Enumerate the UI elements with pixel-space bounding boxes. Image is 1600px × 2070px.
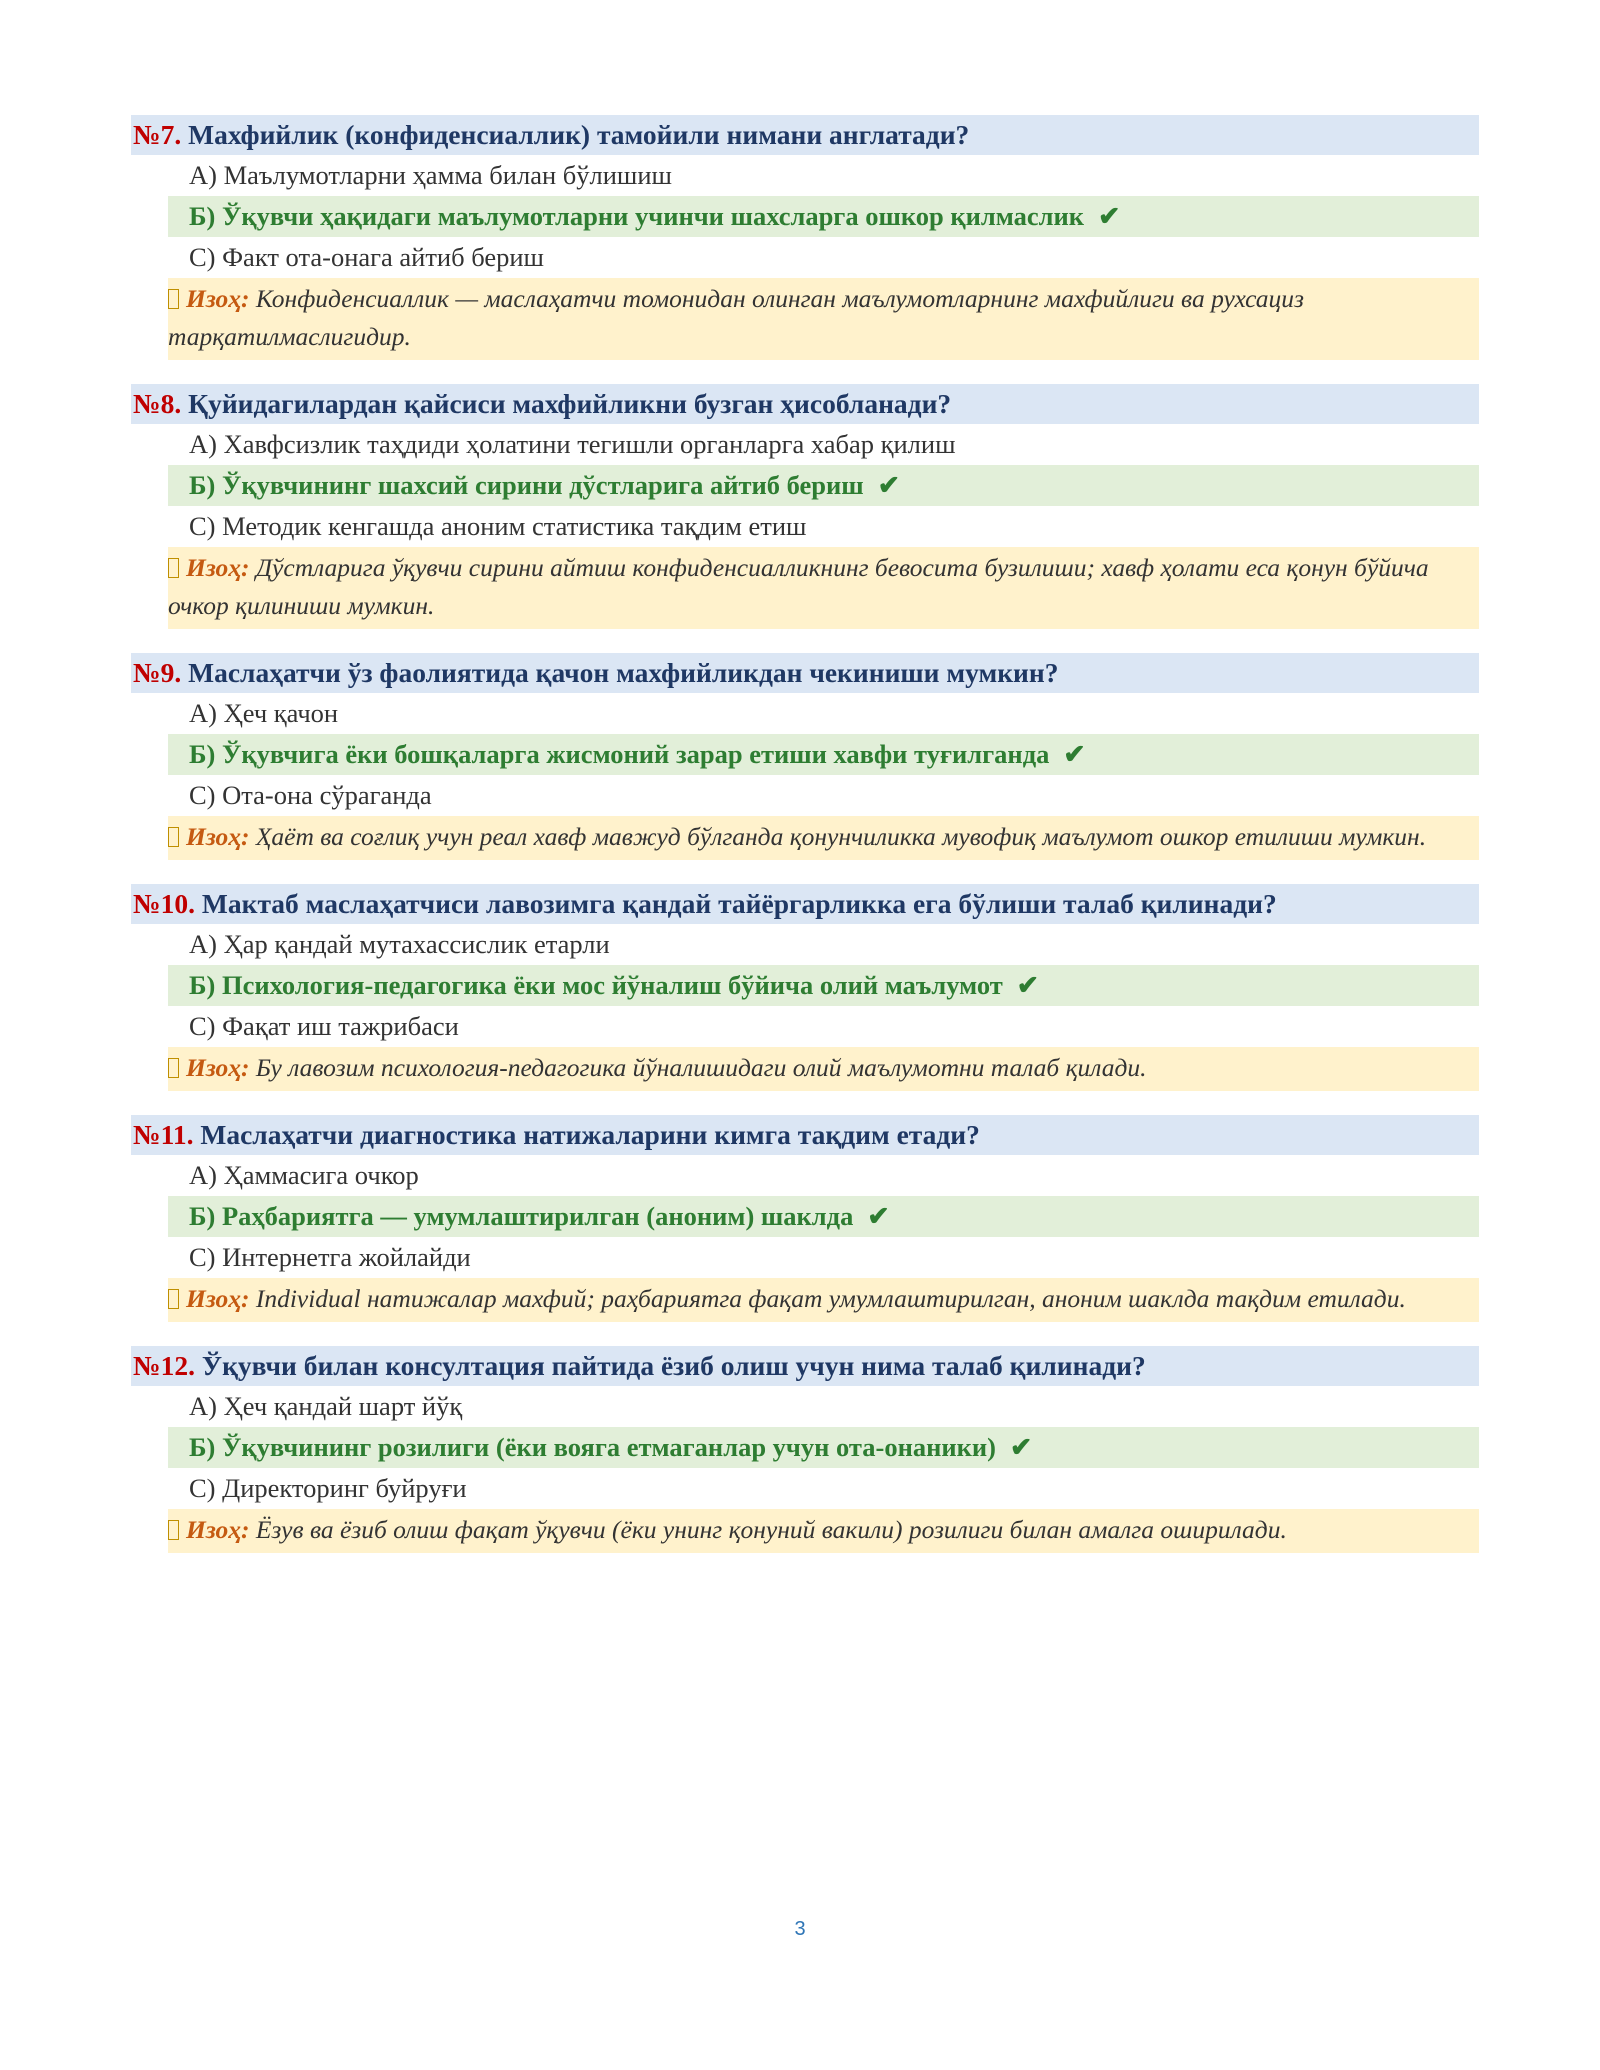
question-block (131, 1115, 1479, 1322)
option-text: Б) Ўқувчининг розилиги (ёки вояга етмаганлар учун ота-онаники) (189, 1432, 997, 1462)
check-mark-icon: ✔ (1098, 201, 1121, 231)
question-text: Маслаҳатчи диагностика натижаларини кимга тақдим етади? (200, 1119, 980, 1150)
option-text: А) Ҳеч қандай шарт йўқ (189, 1391, 463, 1421)
note-label: Изоҳ: (186, 284, 250, 313)
answer-option (131, 155, 1479, 196)
note-text: Individual натижалар махфий; раҳбариятга фақат умумлаштирилган, аноним шаклда тақдим етилади. (255, 1284, 1406, 1313)
answer-option (131, 506, 1479, 547)
answer-option (131, 1237, 1479, 1278)
question-list (131, 115, 1479, 1577)
answer-option (131, 237, 1479, 278)
note-label: Изоҳ: (186, 553, 250, 582)
answer-option (131, 693, 1479, 734)
note-label: Изоҳ: (186, 1053, 250, 1082)
question-number: №7. (133, 119, 182, 150)
option-text: А) Хавфсизлик таҳдиди ҳолатини тегишли органларга хабар қилиш (189, 429, 956, 459)
question-number: №8. (133, 388, 182, 419)
question-text: Мактаб маслаҳатчиси лавозимга қандай тайёргарликка ега бўлиши талаб қилинади? (201, 888, 1277, 919)
question-number: №10. (133, 888, 196, 919)
explanation-note (168, 1509, 1479, 1553)
option-text: Б) Психология-педагогика ёки мос йўналиш бўйича олий маълумот (189, 970, 1003, 1000)
question-number: №12. (133, 1350, 196, 1381)
note-label: Изоҳ: (186, 1515, 250, 1544)
explanation-note (168, 1047, 1479, 1091)
answer-option (131, 1006, 1479, 1047)
option-text: Б) Раҳбариятга — умумлаштирилган (аноним) шаклда (189, 1201, 854, 1231)
note-label: Изоҳ: (186, 822, 250, 851)
note-text: Дўстларига ўқувчи сирини айтиш конфиденсиалликнинг бевосита бузилиши; хавф ҳолати еса қонун бўйича очкор қилиниши мумкин. (168, 553, 1429, 620)
check-mark-icon: ✔ (1010, 1432, 1033, 1462)
option-text: С) Интернетга жойлайди (189, 1242, 471, 1272)
check-mark-icon: ✔ (867, 1201, 890, 1231)
question-title (131, 384, 1479, 424)
answer-option (131, 775, 1479, 816)
note-placeholder-icon (168, 558, 179, 578)
question-title (131, 884, 1479, 924)
option-text: Б) Ўқувчининг шахсий сирини дўстларига айтиб бериш (189, 470, 864, 500)
option-text: С) Факт ота-онага айтиб бериш (189, 242, 544, 272)
note-placeholder-icon (168, 289, 179, 309)
question-text: Қуйидагилардан қайсиси махфийликни бузган ҳисобланади? (188, 388, 952, 419)
check-mark-icon: ✔ (877, 470, 900, 500)
check-mark-icon: ✔ (1016, 970, 1039, 1000)
correct-answer-option (168, 1427, 1479, 1468)
question-title (131, 115, 1479, 155)
question-block (131, 884, 1479, 1091)
question-number: №11. (133, 1119, 194, 1150)
option-text: А) Ҳеч қачон (189, 698, 339, 728)
note-text: Ёзув ва ёзиб олиш фақат ўқувчи (ёки унинг қонуний вакили) розилиги билан амалга оширилади. (255, 1515, 1287, 1544)
note-placeholder-icon (168, 827, 179, 847)
question-block (131, 384, 1479, 629)
correct-answer-option (168, 196, 1479, 237)
option-text: А) Ҳар қандай мутахассислик етарли (189, 929, 610, 959)
explanation-note (168, 278, 1479, 360)
note-placeholder-icon (168, 1520, 179, 1540)
check-mark-icon: ✔ (1063, 739, 1086, 769)
note-placeholder-icon (168, 1289, 179, 1309)
answer-option (131, 1386, 1479, 1427)
option-text: С) Фақат иш тажрибаси (189, 1011, 459, 1041)
question-block (131, 653, 1479, 860)
option-text: С) Директоринг буйруғи (189, 1473, 467, 1503)
question-title (131, 653, 1479, 693)
correct-answer-option (168, 465, 1479, 506)
answer-option (131, 1155, 1479, 1196)
explanation-note (168, 1278, 1479, 1322)
note-text: Конфиденсиаллик — маслаҳатчи томонидан олинган маълумотларнинг махфийлиги ва рухсациз тарқатилмаслигидир. (168, 284, 1305, 351)
option-text: С) Ота-она сўраганда (189, 780, 432, 810)
answer-option (131, 924, 1479, 965)
note-text: Ҳаёт ва соғлиқ учун реал хавф мавжуд бўлганда қонунчиликка мувофиқ маълумот ошкор етилиши мумкин. (255, 822, 1427, 851)
option-text: А) Маълумотларни ҳамма билан бўлишиш (189, 160, 672, 190)
option-text: Б) Ўқувчи ҳақидаги маълумотларни учинчи шахсларга ошкор қилмаслик (189, 201, 1085, 231)
correct-answer-option (168, 965, 1479, 1006)
correct-answer-option (168, 734, 1479, 775)
option-text: Б) Ўқувчига ёки бошқаларга жисмоний зарар етиши хавфи туғилганда (189, 739, 1050, 769)
answer-option (131, 424, 1479, 465)
question-block (131, 1346, 1479, 1553)
explanation-note (168, 816, 1479, 860)
question-number: №9. (133, 657, 182, 688)
question-title (131, 1346, 1479, 1386)
question-text: Ўқувчи билан консултация пайтида ёзиб олиш учун нима талаб қилинади? (201, 1350, 1146, 1381)
note-placeholder-icon (168, 1058, 179, 1078)
question-text: Маслаҳатчи ўз фаолиятида қачон махфийликдан чекиниши мумкин? (188, 657, 1059, 688)
answer-option (131, 1468, 1479, 1509)
page-number: 3 (794, 1918, 806, 1940)
question-text: Махфийлик (конфиденсиаллик) тамойили нимани англатади? (188, 119, 970, 150)
question-block (131, 115, 1479, 360)
note-label: Изоҳ: (186, 1284, 250, 1313)
option-text: А) Ҳаммасига очкор (189, 1160, 419, 1190)
question-title (131, 1115, 1479, 1155)
option-text: С) Методик кенгашда аноним статистика тақдим етиш (189, 511, 807, 541)
note-text: Бу лавозим психология-педагогика йўналишидаги олий маълумотни талаб қилади. (255, 1053, 1147, 1082)
explanation-note (168, 547, 1479, 629)
correct-answer-option (168, 1196, 1479, 1237)
